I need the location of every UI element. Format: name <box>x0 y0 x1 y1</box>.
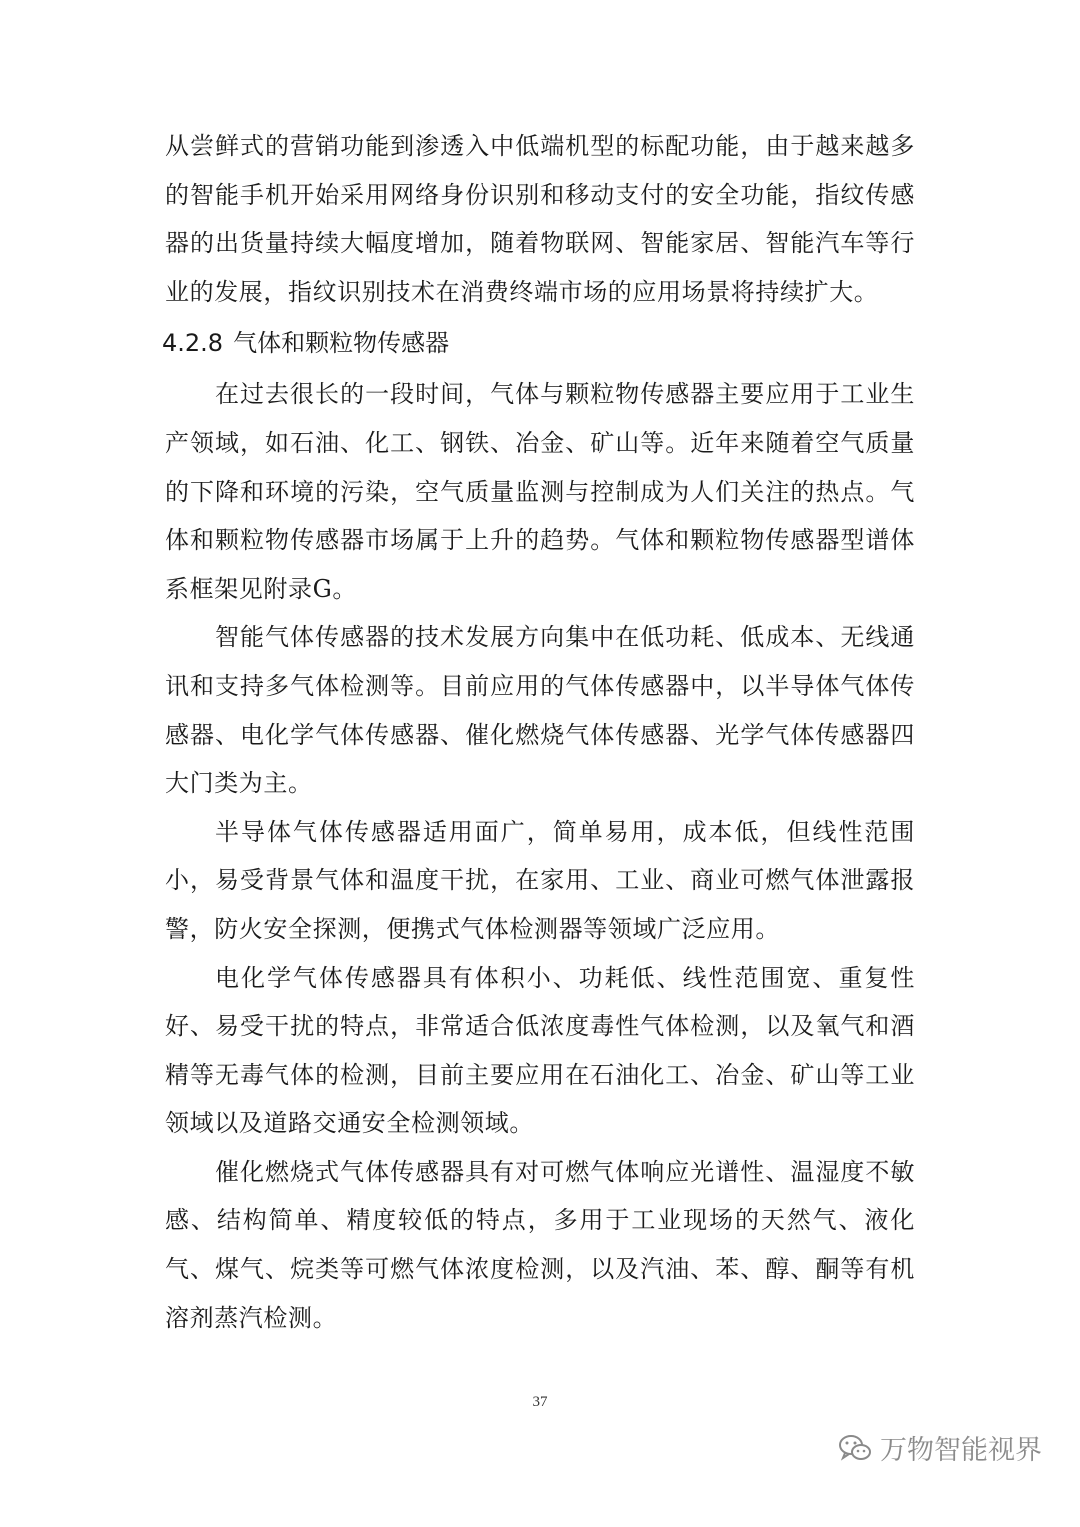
paragraph-semiconductor: 半导体气体传感器适用面广，简单易用，成本低，但线性范围小，易受背景气体和温度干扰，在家用、工业、商业可燃气体泄露报警，防火安全探测，便携式气体检测器等领域广泛应用。 <box>165 817 915 943</box>
watermark-text: 万物智能视界 <box>880 1435 1042 1466</box>
section-number: 4.2.8 <box>162 329 224 358</box>
paragraph-catalytic: 催化燃烧式气体传感器具有对可燃气体响应光谱性、温湿度不敏感、结构简单、精度较低的特点，多用于工业现场的天然气、液化气、煤气、烷类等可燃气体浓度检测，以及汽油、苯、醇、酮等有机溶剂蒸汽检测。 <box>165 1157 915 1332</box>
document-body <box>162 122 915 1342</box>
section-title: 气体和颗粒物传感器 <box>233 329 450 358</box>
paragraph-gas-trends: 智能气体传感器的技术发展方向集中在低功耗、低成本、无线通讯和支持多气体检测等。目前应用的气体传感器中，以半导体气体传感器、电化学气体传感器、催化燃烧气体传感器、光学气体传感器四大门类为主。 <box>165 623 915 798</box>
paragraph-electrochemical: 电化学气体传感器具有体积小、功耗低、线性范围宽、重复性好、易受干扰的特点，非常适合低浓度毒性气体检测，以及氧气和酒精等无毒气体的检测，目前主要应用在石油化工、冶金、矿山等工业领域以及道路交通安全检测领域。 <box>165 963 915 1138</box>
watermark <box>838 1428 1042 1467</box>
section-heading <box>162 320 915 366</box>
paragraph-gas-intro: 在过去很长的一段时间，气体与颗粒物传感器主要应用于工业生产领域，如石油、化工、钢铁、冶金、矿山等。近年来随着空气质量的下降和环境的污染，空气质量监测与控制成为人们关注的热点。气体和颗粒物传感器市场属于上升的趋势。气体和颗粒物传感器型谱体系框架见附录G。 <box>165 380 915 603</box>
paragraph-fingerprint: 从尝鲜式的营销功能到渗透入中低端机型的标配功能，由于越来越多的智能手机开始采用网络身份识别和移动支付的安全功能，指纹传感器的出货量持续大幅度增加，随着物联网、智能家居、智能汽车等行业的发展，指纹识别技术在消费终端市场的应用场景将持续扩大。 <box>165 132 915 306</box>
page-number: 37 <box>532 1394 548 1410</box>
wechat-icon <box>838 1434 872 1462</box>
